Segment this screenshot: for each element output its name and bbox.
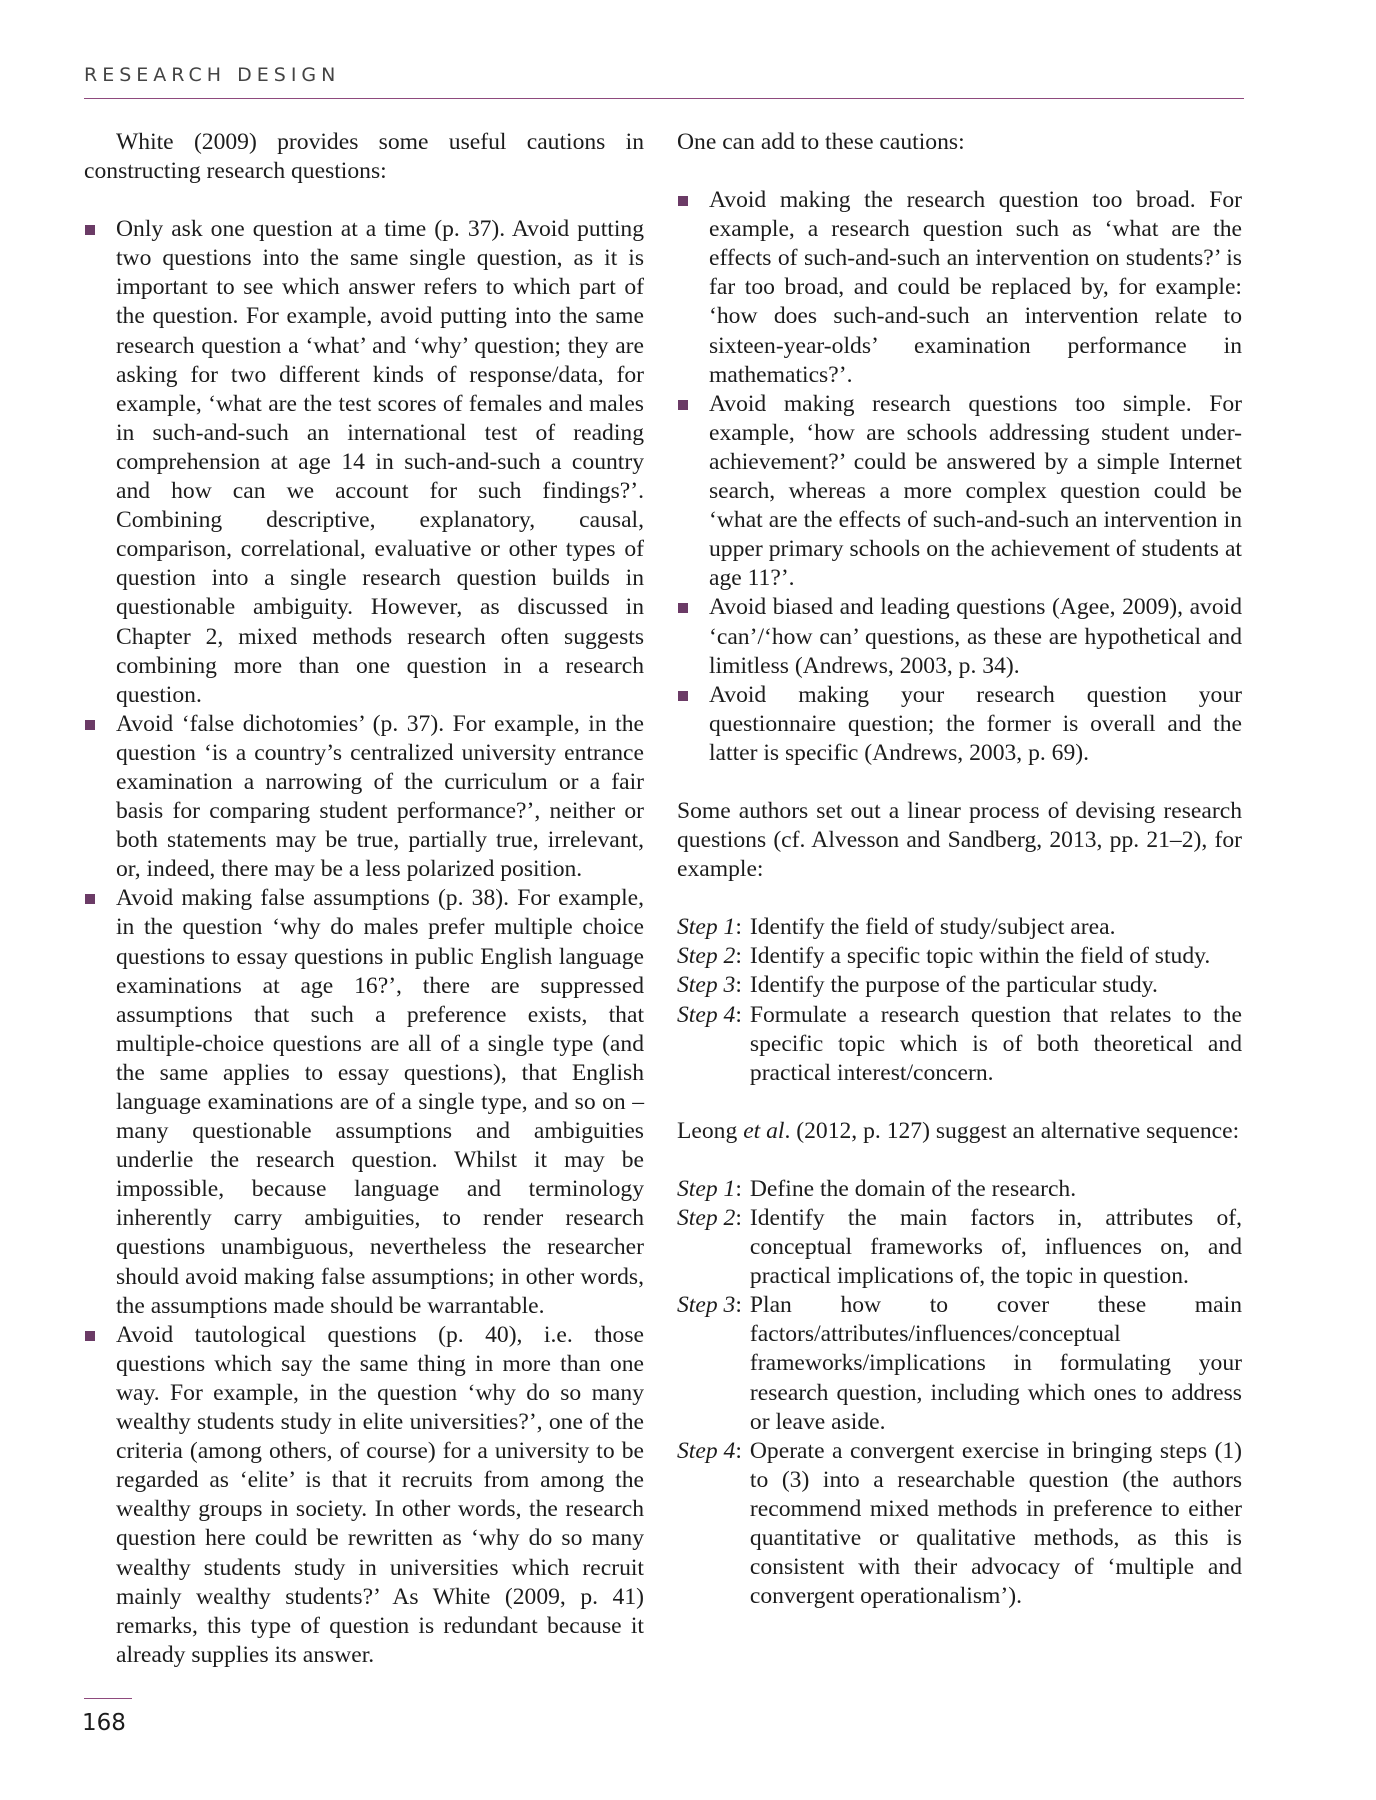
list-item xyxy=(677,593,1242,680)
list-item xyxy=(84,215,644,710)
list-item xyxy=(84,710,644,885)
step-item xyxy=(677,1001,1242,1088)
running-head: RESEARCH DESIGN xyxy=(84,64,341,86)
step-text: Plan how to cover these main factors/attributes/influences/conceptual frameworks/implications in formulating your research question, including which ones to address or leave aside. xyxy=(749,1292,1242,1435)
linear-steps-list xyxy=(677,913,1242,1088)
list-item xyxy=(677,681,1242,768)
step-text: Identify a specific topic within the field of study. xyxy=(749,943,1211,970)
step-label: Step 3: xyxy=(677,972,742,999)
page-number: 168 xyxy=(82,1710,126,1736)
list-item-text: Avoid making your research question your questionnaire question; the former is overall and the latter is specific (Andrews, 2003, p. 69). xyxy=(709,681,1242,766)
square-bullet-icon xyxy=(678,196,688,206)
square-bullet-icon xyxy=(678,400,688,410)
step-label: Step 1: xyxy=(677,1175,742,1202)
square-bullet-icon xyxy=(85,894,95,904)
square-bullet-icon xyxy=(678,691,688,701)
step-item xyxy=(677,1291,1242,1436)
list-item-text: Avoid making false assumptions (p. 38). For example, in the question ‘why do males prefer multiple choice questions to essay questions in public English language examinations at age 16?’, there are suppressed assumptions that such a preference exists, that multiple-choice questions are all of a single type (and the same applies to essay questions), that English language examinations are of a single type, and so on – many questionable assumptions and ambiguities underlie the research question. Whilst it may be impossible, because language and terminology inherently carry ambiguities, to render research questions unambiguous, nevertheless the researcher should avoid making false assumptions; in other words, the assumptions made should be warrantable. xyxy=(116,885,644,1319)
step-text: Formulate a research question that relates to the specific topic which is of both theoretical and practical interest/concern. xyxy=(749,1001,1242,1086)
step-label: Step 4: xyxy=(677,1437,742,1464)
step-text: Define the domain of the research. xyxy=(749,1175,1077,1202)
step-text: Operate a convergent exercise in bringing steps (1) to (3) into a researchable question (the authors recommend mixed methods in preference to either quantitative or qualitative methods, as this is consistent with their advocacy of ‘multiple and convergent operationalism’). xyxy=(749,1437,1242,1610)
square-bullet-icon xyxy=(85,1331,95,1341)
left-column xyxy=(84,128,644,1670)
square-bullet-icon xyxy=(85,720,95,730)
step-text: Identify the main factors in, attributes of, conceptual frameworks of, influences on, and practical implications of, the topic in question. xyxy=(749,1205,1242,1290)
step-label: Step 2: xyxy=(677,1205,742,1231)
step-label: Step 4: xyxy=(677,1001,742,1028)
spacer xyxy=(677,884,1242,913)
list-item-text: Only ask one question at a time (p. 37). Avoid putting two questions into the same single question, as it is important to see which answer refers to which part of the question. For example, avoid putting into the same research question a ‘what’ and ‘why’ question; they are asking for two different kinds of response/data, for example, ‘what are the test scores of females and males in such-and-such an international test of reading comprehension at age 14 in such-and-such a country and how can we account for such findings?’. Combining descriptive, explanatory, causal, comparison, correlational, evaluative or other types of question into a single research question builds in questionable ambiguity. However, as discussed in Chapter 2, mixed methods research often suggests combining more than one question in a research question. xyxy=(116,216,644,708)
list-item-text: Avoid making the research question too broad. For example, a research question such as ‘what are the effects of such-and-such an intervention on students?’ is far too broad, and could be replaced by, for example: ‘how does such-and-such an intervention relate to sixteen-year-olds’ examination performance in mathematics?’. xyxy=(709,187,1242,388)
spacer xyxy=(677,1146,1242,1175)
left-intro-paragraph: White (2009) provides some useful cautions in constructing research questions: xyxy=(84,129,644,185)
step-item xyxy=(677,1175,1242,1204)
header-rule xyxy=(84,98,1244,99)
et-al-italic: et al xyxy=(743,1117,785,1144)
spacer xyxy=(677,768,1242,797)
right-intro-paragraph: One can add to these cautions: xyxy=(677,129,965,155)
step-item xyxy=(677,971,1242,1000)
step-item xyxy=(677,913,1242,942)
spacer xyxy=(677,1088,1242,1117)
step-text: Identify the field of study/subject area. xyxy=(749,914,1116,941)
step-item xyxy=(677,942,1242,971)
leong-steps-list xyxy=(677,1175,1242,1611)
step-label: Step 1: xyxy=(677,914,742,941)
list-item-text: Avoid tautological questions (p. 40), i.e. those questions which say the same thing in more than one way. For example, in the question ‘why do so many wealthy students study in elite universities?’, one of the criteria (among others, of course) for a university to be regarded as ‘elite’ is that it recruits from among the wealthy groups in society. In other words, the research question here could be rewritten as ‘why do so many wealthy students study in universities which recruit mainly wealthy students?’ As White (2009, p. 41) remarks, this type of question is redundant because it already supplies its answer. xyxy=(116,1321,644,1668)
footer-rule xyxy=(84,1698,132,1699)
step-item xyxy=(677,1437,1242,1612)
right-column xyxy=(677,128,1242,1611)
additional-cautions-list xyxy=(677,186,1242,768)
list-item xyxy=(84,1321,644,1670)
square-bullet-icon xyxy=(678,603,688,613)
white-cautions-list xyxy=(84,215,644,1670)
list-item xyxy=(677,186,1242,390)
list-item-text: Avoid ‘false dichotomies’ (p. 37). For example, in the question ‘is a country’s centralized university entrance examination a narrowing of the curriculum or a fair basis for comparing student performance?’, neither or both statements may be true, partially true, irrelevant, or, indeed, there may be a less polarized position. xyxy=(116,710,644,883)
leong-paragraph: Leong et al. (2012, p. 127) suggest an alternative sequence: xyxy=(677,1117,1240,1144)
step-label: Step 2: xyxy=(677,943,742,970)
list-item-text: Avoid making research questions too simple. For example, ‘how are schools addressing student under-achievement?’ could be answered by a simple Internet search, whereas a more complex question could be ‘what are the effects of such-and-such an intervention in upper primary schools on the achievement of students at age 11?’. xyxy=(709,390,1242,592)
list-item xyxy=(677,390,1242,594)
list-item xyxy=(84,884,644,1320)
square-bullet-icon xyxy=(85,225,95,235)
step-item xyxy=(677,1204,1242,1291)
spacer xyxy=(677,157,1242,186)
spacer xyxy=(84,186,644,215)
linear-process-paragraph: Some authors set out a linear process of devising research questions (cf. Alvesson and Sandberg, 2013, pp. 21–2), for example: xyxy=(677,797,1242,883)
step-text: Identify the purpose of the particular study. xyxy=(749,972,1158,999)
list-item-text: Avoid biased and leading questions (Agee, 2009), avoid ‘can’/‘how can’ questions, as these are hypothetical and limitless (Andrews, 2003, p. 34). xyxy=(709,594,1242,679)
step-label: Step 3: xyxy=(677,1292,742,1319)
